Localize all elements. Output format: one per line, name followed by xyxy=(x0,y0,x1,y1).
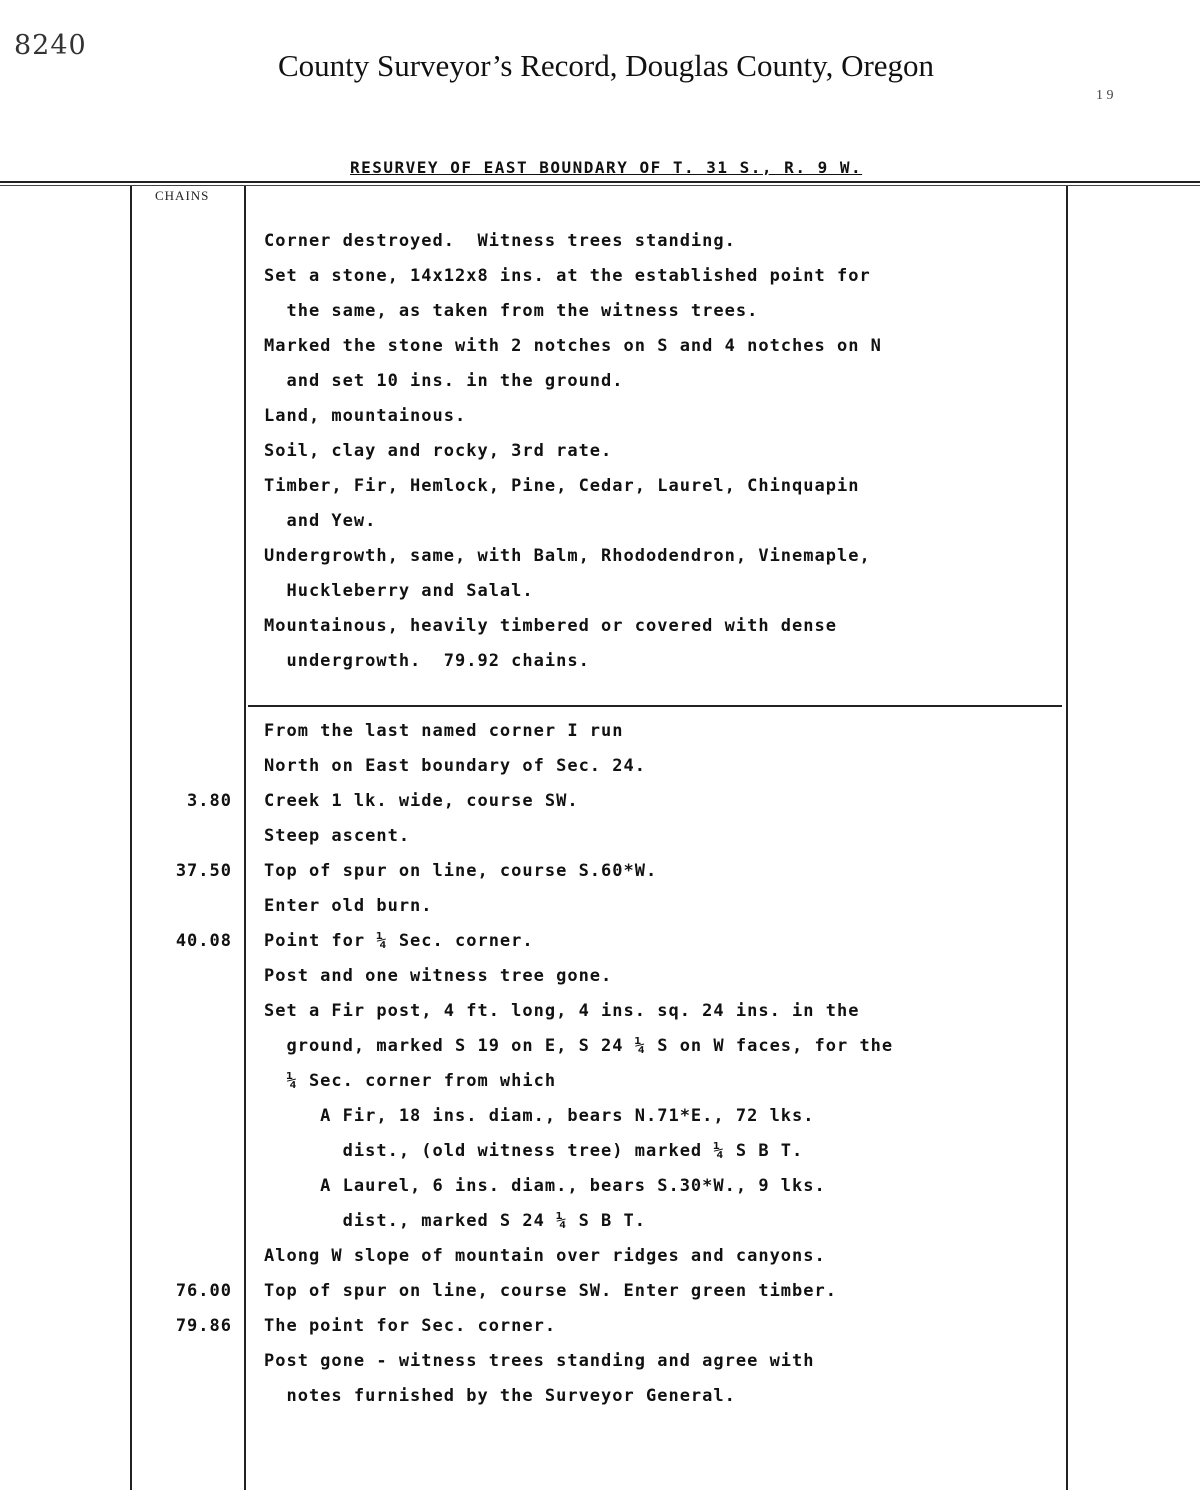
record-line: dist., (old witness tree) marked ¼ S B T. xyxy=(264,1141,804,1161)
chain-value: 3.80 xyxy=(187,791,232,811)
right-border xyxy=(1066,186,1068,1490)
record-line: Top of spur on line, course S.60*W. xyxy=(264,861,658,881)
record-line: Creek 1 lk. wide, course SW. xyxy=(264,791,579,811)
record-line: Point for ¼ Sec. corner. xyxy=(264,931,534,951)
record-line: Post and one witness tree gone. xyxy=(264,966,613,986)
record-line: Steep ascent. xyxy=(264,826,411,846)
chain-value: 79.86 xyxy=(175,1316,232,1336)
record-line: the same, as taken from the witness trees. xyxy=(264,301,759,321)
record-line: From the last named corner I run xyxy=(264,721,624,741)
record-line: Post gone - witness trees standing and agree with xyxy=(264,1351,815,1371)
record-line: A Fir, 18 ins. diam., bears N.71*E., 72 lks. xyxy=(264,1106,815,1126)
record-line: Soil, clay and rocky, 3rd rate. xyxy=(264,441,613,461)
corner-mark: 1 9 xyxy=(1096,88,1114,103)
record-line: Mountainous, heavily timbered or covered with dense xyxy=(264,616,837,636)
record-line: The point for Sec. corner. xyxy=(264,1316,557,1336)
record-line: Marked the stone with 2 notches on S and 4 notches on N xyxy=(264,336,882,356)
chains-header: CHAINS xyxy=(155,188,210,203)
record-line: Top of spur on line, course SW. Enter green timber. xyxy=(264,1281,837,1301)
record-line: Set a Fir post, 4 ft. long, 4 ins. sq. 24 ins. in the xyxy=(264,1001,860,1021)
record-line: Enter old burn. xyxy=(264,896,433,916)
record-title: County Surveyor’s Record, Douglas County, Oregon xyxy=(277,48,935,83)
record-line: Undergrowth, same, with Balm, Rhododendron, Vinemaple, xyxy=(264,546,871,566)
chains-column-divider xyxy=(244,186,246,1490)
page-number: 8240 xyxy=(14,30,87,61)
survey-heading: RESURVEY OF EAST BOUNDARY OF T. 31 S., R. 9 W. xyxy=(350,158,863,177)
chain-value: 37.50 xyxy=(175,861,232,881)
heading-rule xyxy=(0,181,1200,183)
heading-rule xyxy=(0,185,1200,186)
record-line: and set 10 ins. in the ground. xyxy=(264,371,624,391)
record-line: and Yew. xyxy=(264,511,377,531)
record-line: Corner destroyed. Witness trees standing. xyxy=(264,231,736,251)
record-line: A Laurel, 6 ins. diam., bears S.30*W., 9 lks. xyxy=(264,1176,826,1196)
section-divider xyxy=(248,705,1062,707)
record-line: Timber, Fir, Hemlock, Pine, Cedar, Laurel, Chinquapin xyxy=(264,476,860,496)
record-line: Along W slope of mountain over ridges and canyons. xyxy=(264,1246,826,1266)
record-line: ground, marked S 19 on E, S 24 ¼ S on W faces, for the xyxy=(264,1036,894,1056)
record-line: notes furnished by the Surveyor General. xyxy=(264,1386,736,1406)
record-line: Set a stone, 14x12x8 ins. at the established point for xyxy=(264,266,871,286)
record-line: undergrowth. 79.92 chains. xyxy=(264,651,590,671)
record-line: Land, mountainous. xyxy=(264,406,467,426)
record-line: dist., marked S 24 ¼ S B T. xyxy=(264,1211,646,1231)
record-line: ¼ Sec. corner from which xyxy=(264,1071,557,1091)
chain-value: 40.08 xyxy=(175,931,232,951)
chain-value: 76.00 xyxy=(175,1281,232,1301)
record-line: North on East boundary of Sec. 24. xyxy=(264,756,646,776)
record-line: Huckleberry and Salal. xyxy=(264,581,534,601)
